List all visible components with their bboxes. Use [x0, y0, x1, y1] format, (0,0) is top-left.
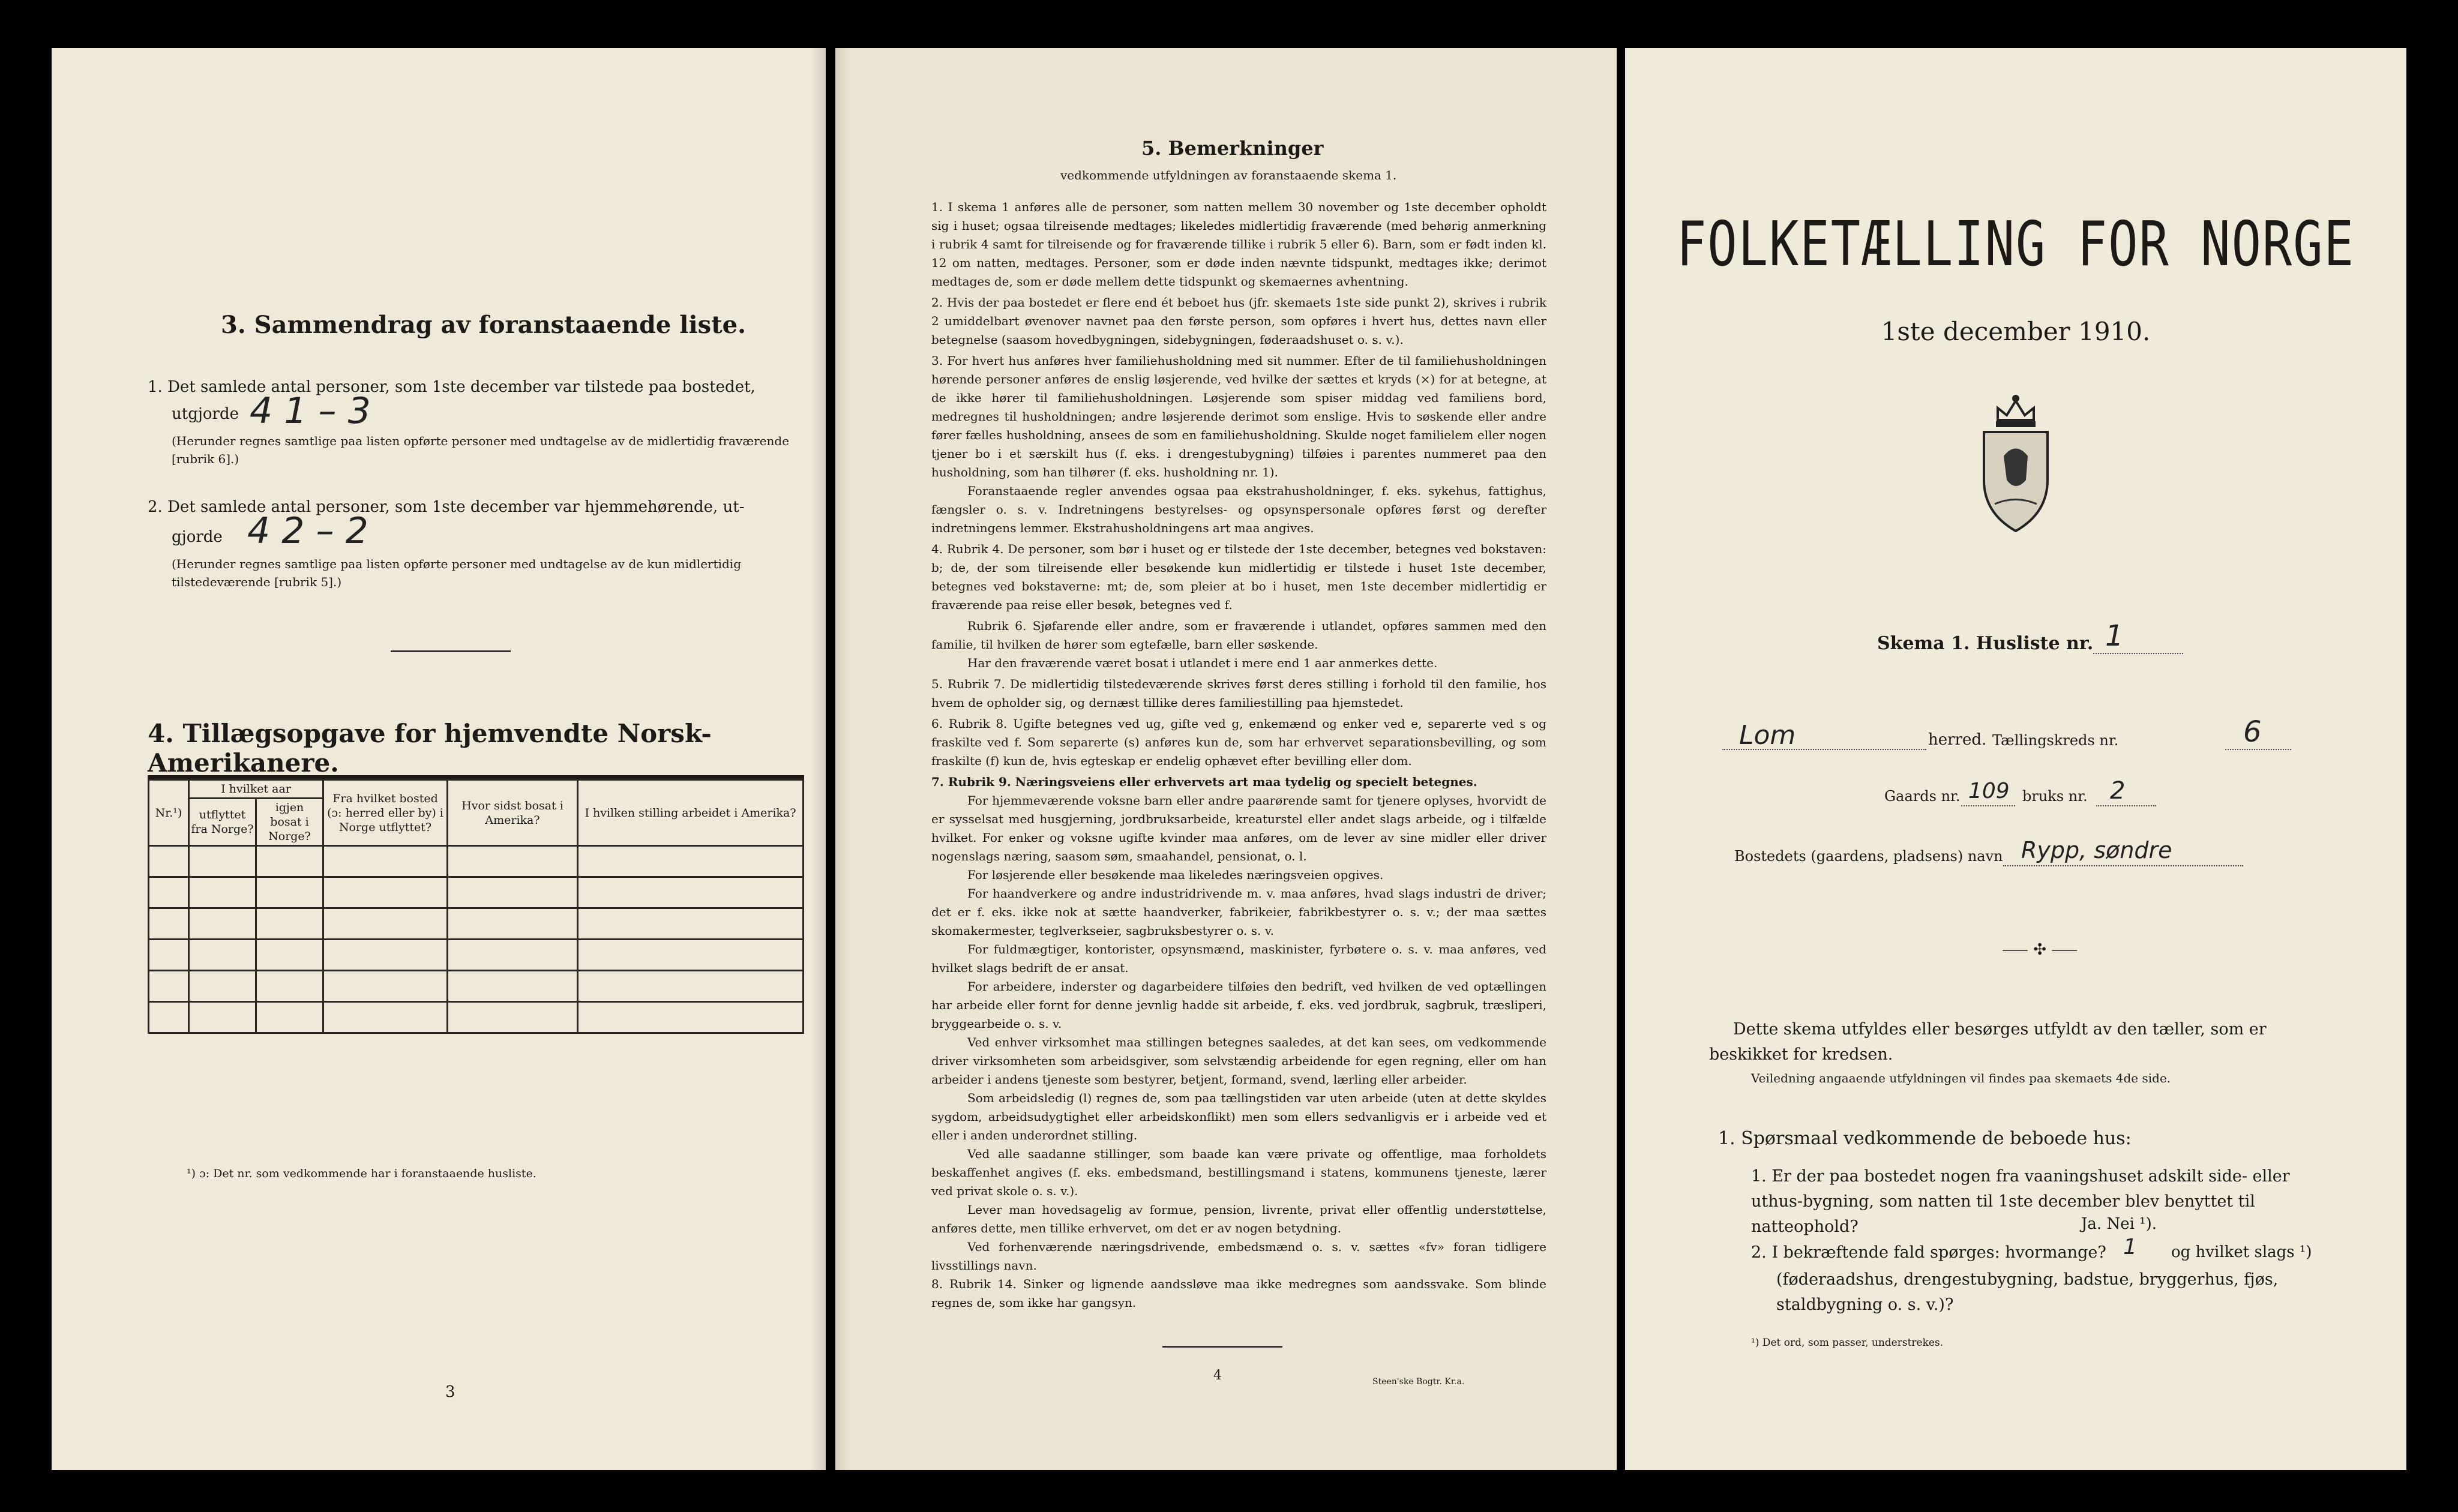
skema-number-handwritten: 1 — [2105, 619, 2124, 653]
remark-paragraph: 5. Rubrik 7. De midlertidig tilstedeværende skrives først deres stilling i forhold til den familie, hos hvem de opholder sig, og dernæst tillike deres familiestilling paa hjemstedet. — [931, 677, 1546, 710]
remark-paragraph: 8. Rubrik 14. Sinker og lignende aandssløve maa ikke medregnes som aandssvake. Som blinde regnes de, som ikke har gangsyn. — [931, 1277, 1546, 1310]
norsk-amerikanere-table — [148, 779, 804, 1034]
remark-paragraph: For arbeidere, inderster og dagarbeidere tilføies den bedrift, ved hvilken de ved optællingen har arbeide eller fornt for denne jevnlig hadde sit arbeide, f. eks. ved jordbruk, sagbruk, træsliperi, bryggearbeide o. s. v. — [931, 979, 1546, 1031]
page-number: 3 — [445, 1383, 455, 1401]
remarks-title: 5. Bemerkninger — [1141, 137, 1324, 160]
remark-paragraph: Har den fraværende været bosat i utlandet i mere end 1 aar anmerkes dette. — [967, 656, 1438, 670]
item2-prefix: gjorde — [172, 528, 223, 546]
table-row — [149, 1002, 804, 1033]
bosted-handwritten: Rypp, søndre — [2021, 837, 2172, 863]
item1-note: (Herunder regnes samtlige paa listen opførte personer med undtagelse av de midlertidig fraværende [rubrik 6].) — [172, 434, 790, 466]
remark-paragraph: For haandverkere og andre industridrivende m. v. maa anføres, hvad slags industri de driver; det er f. eks. ikke nok at sætte haandverker, fabrikeier, fabrikbestyrer o. s. v.; der maa sættes skomakermester, teglverkseier, sagbruksbestyrer o. s. v. — [931, 886, 1546, 938]
remark-paragraph: Ved enhver virksomhet maa stillingen betegnes saaledes, at det kan sees, om vedkommende driver virksomheten som arbeidsgiver, som selvstændig arbeidende for egen regning, eller om han arbeider i andens tjeneste som bestyrer, betjent, formand, svend, lærling eller arbeider. — [931, 1035, 1546, 1087]
remark-paragraph: 1. I skema 1 anføres alle de personer, som natten mellem 30 november og 1ste december opholdt sig i huset; ogsaa tilreisende medtages; likeledes midlertidig fraværende (med behørig anmerkning i rubrik 4 samt for tilreisende og for fraværende tillike i rubrik 5 eller 6). Barn, som er født inden kl. 12 om natten, medtages. Personer, som er døde inden nævnte tidspunkt, medtages ikke; derimot medtages de, som er døde mellem dette tidspunkt og skemaernes avhentning. — [931, 200, 1546, 289]
table-footnote: ¹) ɔ: Det nr. som vedkommende har i foranstaaende husliste. — [187, 1167, 536, 1180]
remark-paragraph: 3. For hvert hus anføres hver familiehusholdning med sit nummer. Efter de til familiehusholdningen hørende personer anføres de enslig løsjerende, ved hvilke der sættes et kryds (×) for at betegne, at de ikke hører til familiehusholdningen. Løsjerende som spiser middag ved familiens bord, medregnes til husholdningen; andre løsjerende derimot som enslige. Hvis to søskende eller andre fører fælles husholdning, ansees de som en familiehusholdning. Skulde noget familielem eller nogen tjener bo i et særskilt hus (f. eks. i drengestubygning) tilføies i parentes nummeret paa den husholdning, som han tilhører (f. eks. husholdning nr. 1). — [931, 353, 1546, 479]
item1-text: 1. Det samlede antal personer, som 1ste december var tilstede paa bostedet, — [148, 378, 756, 396]
guidance-text: Veiledning angaaende utfyldningen vil findes paa skemaets 4de side. — [1751, 1071, 2171, 1085]
col-position: I hvilken stilling arbeidet i Amerika? — [578, 780, 804, 846]
remark-paragraph: Foranstaaende regler anvendes ogsaa paa ekstrahusholdninger, f. eks. sykehus, fattighus, fængsler o. s. v. Indretningens bestyrelses- og opsynspersonale opføres først og derefter indretningens lemmer. Ekstrahusholdningens art maa angives. — [931, 484, 1546, 535]
item2-handwritten: 4 2 – 2 — [247, 510, 368, 552]
item2-text: 2. Det samlede antal personer, som 1ste december var hjemmehørende, ut- — [148, 498, 745, 516]
gaards-handwritten: 109 — [1968, 779, 2010, 803]
remark-paragraph: For hjemmeværende voksne barn eller andre paarørende samt for tjenere oplyses, hvorvidt de er sysselsat med husgjerning, jordbruksarbeide, kreaturstel eller andet slags arbeide, og i tilfælde hvilket. For enker og voksne ugifte kvinder maa anføres, om de lever av sine midler eller driver nogenslags næring, saasom søm, smaahandel, pensionat, o. l. — [931, 793, 1546, 863]
section4-title: 4. Tillægsopgave for hjemvendte Norsk-Amerikanere. — [148, 719, 712, 778]
herred-label: herred. — [1928, 731, 1987, 749]
question-2-handwritten: 1 — [2123, 1235, 2137, 1259]
table-row — [149, 971, 804, 1002]
page-fold-shadow — [835, 48, 851, 1470]
section3-title: 3. Sammendrag av foranstaaende liste. — [221, 311, 747, 339]
remark-paragraph: Lever man hovedsagelig av formue, pension, livrente, privat eller offentlig understøttelse, anføres dette, men tillike erhvervet, om det er av nogen betydning. — [931, 1202, 1546, 1235]
bosted-label: Bostedets (gaardens, pladsens) navn — [1734, 848, 2003, 865]
table-row — [149, 940, 804, 971]
col-group-year: I hvilket aar — [189, 780, 323, 799]
remark-paragraph: Ved forhenværende næringsdrivende, embedsmænd o. s. v. sættes «fv» foran tidligere livsstillings navn. — [931, 1240, 1546, 1273]
coat-of-arms-icon — [1971, 390, 2061, 534]
table-row — [149, 908, 804, 940]
gaards-line — [1961, 805, 2015, 806]
middle-page — [835, 48, 1617, 1470]
ornament-icon: ⸺ ✣ ⸺ — [2002, 941, 2078, 959]
form-date: 1ste december 1910. — [1881, 317, 2151, 346]
instruction-text: Dette skema utfyldes eller besørges utfyldt av den tæller, som er beskikket for kredsen. — [1709, 1020, 2267, 1064]
col-emigrated: utflyttet fra Norge? — [189, 799, 256, 846]
col-nr: Nr.¹) — [149, 780, 189, 846]
remark-paragraph: 4. Rubrik 4. De personer, som bør i huset og er tilstede der 1ste december, betegnes ved bokstaven: b; de, der som tilreisende eller besøkende kun midlertidig er tilstede i huset 1ste december, betegnes ved bokstaverne: mt; de, som pleier at bo i huset, men 1ste december midlertidig er fraværende paa reise eller besøk, betegnes ved f. — [931, 542, 1546, 612]
item1-prefix: utgjorde — [172, 405, 239, 423]
question-1: 1. Er der paa bostedet nogen fra vaaningshuset adskilt side- eller uthus-bygning, som natten til 1ste december blev benyttet til natteophold? — [1751, 1167, 2290, 1236]
item1-handwritten: 4 1 – 3 — [250, 390, 371, 432]
table-row — [149, 877, 804, 908]
remark-paragraph: 7. Rubrik 9. Næringsveiens eller erhvervets art maa tydelig og specielt betegnes. — [931, 775, 1477, 789]
printer-mark: Steen'ske Bogtr. Kr.a. — [1372, 1377, 1465, 1387]
bruks-line — [2096, 805, 2156, 806]
krets-label: Tællingskreds nr. — [1992, 732, 2119, 749]
divider — [1162, 1346, 1282, 1348]
remark-paragraph: For løsjerende eller besøkende maa likeledes næringsveien opgives. — [967, 868, 1384, 882]
question-section-title: 1. Spørsmaal vedkommende de beboede hus: — [1718, 1128, 2132, 1149]
krets-line — [2225, 749, 2291, 750]
divider — [391, 650, 511, 652]
remark-paragraph: Ved alle saadanne stillinger, som baade kan være private og offentlige, maa forholdets beskaffenhet angives (f. eks. embedsmand, bestillingsmand i statens, kommunens tjeneste, lærer ved privat skole o. s. v.). — [931, 1147, 1546, 1198]
cover-footnote: ¹) Det ord, som passer, understrekes. — [1751, 1337, 1944, 1349]
page-number: 4 — [1213, 1368, 1222, 1383]
left-page — [52, 48, 826, 1470]
col-returned: igjen bosat i Norge? — [256, 799, 323, 846]
herred-line — [1722, 749, 1926, 750]
remarks-body — [931, 198, 1546, 1312]
col-last: Hvor sidst bosat i Amerika? — [448, 780, 578, 846]
bruks-label: bruks nr. — [2022, 788, 2088, 805]
remark-paragraph: Rubrik 6. Sjøfarende eller andre, som er fraværende i utlandet, opføres sammen med den familie, til hvilken de hører som egtefælle, barn eller søskende. — [931, 619, 1546, 652]
remark-paragraph: 6. Rubrik 8. Ugifte betegnes ved ug, gifte ved g, enkemænd og enker ved e, separerte ved s og fraskilte ved f. Som separerte (s) anføres kun de, som har erhvervet separationsbevilling, og som fraskilte (f) kun de, hvis egteskap er endelig ophævet efter bevilling eller dom. — [931, 716, 1546, 768]
remark-paragraph: Som arbeidsledig (l) regnes de, som paa tællingstiden var uten arbeide (uten at dette skyldes sygdom, arbeidsudygtighet eller arbeidskonflikt) men som ellers sedvanligvis er i arbeide ved et eller i anden underordnet stilling. — [931, 1091, 1546, 1142]
col-from: Fra hvilket bosted (ɔ: herred eller by) i Norge utflyttet? — [323, 780, 448, 846]
herred-handwritten: Lom — [1739, 720, 1796, 751]
right-page — [1625, 48, 2406, 1470]
remark-paragraph: 2. Hvis der paa bostedet er flere end ét beboet hus (jfr. skemaets 1ste side punkt 2), skrives i rubrik 2 umiddelbart øvenover navnet paa den første person, som opføres i hvert hus, dettes navn eller betegnelse (saasom hovedbygningen, sidebygningen, føderaadshuset o. s. v.). — [931, 295, 1546, 347]
question-1-answer: Ja. Nei ¹). — [2081, 1215, 2157, 1233]
krets-handwritten: 6 — [2243, 715, 2262, 749]
table-row — [149, 846, 804, 877]
remark-paragraph: For fuldmægtiger, kontorister, opsynsmænd, maskinister, fyrbøtere o. s. v. maa anføres, ved hvilket slags bedrift de er ansat. — [931, 942, 1546, 975]
question-2-kind: og hvilket slags ¹) — [2171, 1243, 2312, 1261]
bosted-line — [2003, 865, 2243, 866]
gaards-label: Gaards nr. — [1884, 788, 1961, 805]
remarks-subtitle: vedkommende utfyldningen av foranstaaende skema 1. — [1060, 168, 1397, 182]
form-title: FOLKETÆLLING FOR NORGE — [1676, 209, 2355, 280]
item2-note: (Herunder regnes samtlige paa listen opførte personer med undtagelse av de kun midlertidig tilstedeværende [rubrik 5].) — [172, 557, 742, 589]
question-2: 2. I bekræftende fald spørges: hvormange? — [1751, 1243, 2106, 1262]
bruks-handwritten: 2 — [2110, 777, 2126, 805]
question-2-detail: (føderaadshus, drengestubygning, badstue, bryggerhus, fjøs, staldbygning o. s. v.)? — [1776, 1270, 2279, 1314]
skema-number-line — [2093, 653, 2183, 654]
skema-label: Skema 1. Husliste nr. — [1877, 633, 2094, 654]
